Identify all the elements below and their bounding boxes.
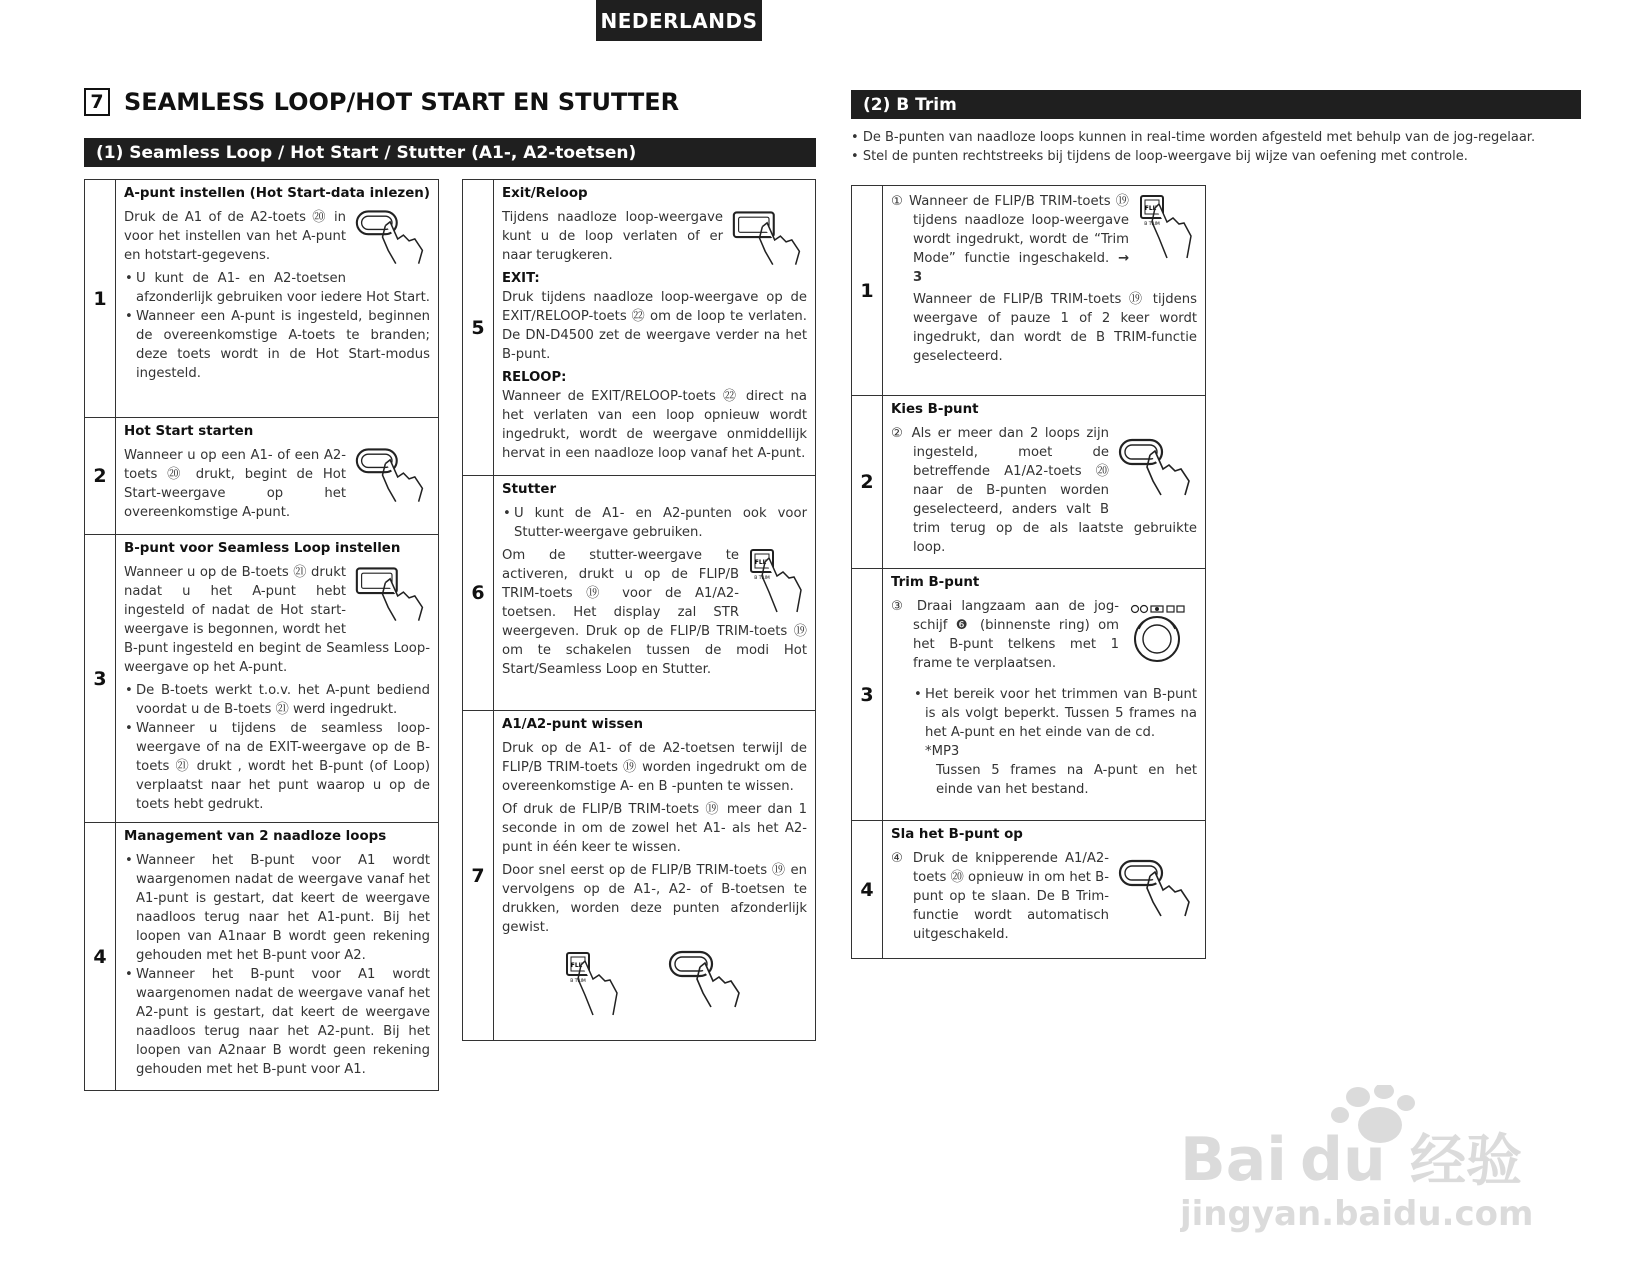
mp3-text: Tussen 5 frames na A-punt en het einde van het bestand. bbox=[936, 763, 1197, 797]
intro-bullet: • De B-punten van naadloze loops kunnen in real-time worden afgesteld met behulp van de jog-regelaar. bbox=[851, 130, 1536, 145]
step-number: 1 bbox=[852, 186, 883, 396]
step-bullet: • Wanneer het B-punt voor A1 wordt waargenomen nadat de weergave vanaf het A2-punt is gestart, dat keert de weergave naadloos terug naar het A2-punt. Bij het loopen van A2naar B wordt geen rekening gehouden met het B-punt voor A1. bbox=[124, 965, 430, 1079]
step-number: 2 bbox=[85, 418, 116, 535]
step-bullet: • Wanneer het B-punt voor A1 wordt waargenomen nadat de weergave vanaf het A1-punt is gestart, dat keert de weergave naadloos terug naar het A1-punt. Bij het loopen van A1naar B wordt geen rekening gehouden met het B-punt voor A2. bbox=[124, 851, 430, 965]
middle-steps-table bbox=[462, 179, 816, 1041]
jog-dial-icon bbox=[1127, 603, 1197, 663]
step-text: ① Wanneer de FLIP/B TRIM-toets ⑲ tijdens naadloze loop-weergave wordt ingedrukt, wordt de “Trim Mode” functie ingeschakeld. → 3 bbox=[891, 194, 1129, 285]
button-press-icon bbox=[1117, 857, 1197, 921]
button-press-icon bbox=[731, 208, 807, 270]
step-bullet: • Wanneer u tijdens de seamless loop-weergave of na de EXIT-weergave op de B-toets ㉑ drukt , wordt het B-punt (of Loop) verplaatst naar het punt waarop u op de toets hebt gedrukt. bbox=[124, 719, 430, 814]
exit-text: Druk tijdens naadloze loop-weergave op de EXIT/RELOOP-toets ㉒ om de loop te verlaten. De DN-D4500 zet de weergave verder na het B-punt. bbox=[502, 290, 807, 362]
step-title: B-punt voor Seamless Loop instellen bbox=[124, 541, 401, 556]
step-text: Tijdens naadloze loop-weergave kunt u de loop verlaten of er naar terugkeren. bbox=[502, 210, 723, 263]
step-number: 1 bbox=[85, 180, 116, 418]
step-number: 4 bbox=[85, 823, 116, 1091]
step-number: 3 bbox=[85, 535, 116, 823]
step-bullet: • Wanneer een A-punt is ingesteld, beginnen de overeenkomstige A-toets te branden; deze toets wordt in de Hot Start-modus ingesteld. bbox=[124, 307, 430, 383]
button-press-icon bbox=[667, 949, 747, 1011]
exit-label: EXIT: bbox=[502, 271, 540, 286]
step-title: Kies B-punt bbox=[891, 402, 979, 417]
flip-button-press-icon bbox=[1137, 192, 1197, 262]
flip-button-press-icon bbox=[563, 949, 623, 1019]
section-title-text: SEAMLESS LOOP/HOT START EN STUTTER bbox=[124, 88, 680, 116]
right-steps-table bbox=[851, 185, 1206, 959]
baidu-watermark bbox=[1180, 1085, 1560, 1235]
step-bullet: • De B-toets werkt t.o.v. het A-punt bediend voordat u de B-toets ㉑ werd ingedrukt. bbox=[124, 681, 430, 719]
step-number: 4 bbox=[852, 821, 883, 959]
section-title bbox=[84, 88, 679, 116]
reloop-text: Wanneer de EXIT/RELOOP-toets ㉒ direct na het verlaten van een loop opnieuw wordt ingedrukt, wordt de weergave onmiddellijk hervat in een naadloze loop vanaf het A-punt. bbox=[502, 389, 807, 461]
step-title: A1/A2-punt wissen bbox=[502, 717, 644, 732]
button-press-icon bbox=[354, 208, 430, 268]
step-text: Wanneer u op de B-toets ㉑ drukt nadat u het A-punt hebt ingesteld of nadat de Hot start-weergave is begonnen, wordt het B-punt ingesteld en begint de Seamless Loop-weergave op het A-punt. bbox=[124, 565, 430, 675]
step-bullet: • U kunt de A1- en A2-toetsen afzonderlijk gebruiken voor iedere Hot Start. bbox=[124, 269, 430, 307]
reloop-label: RELOOP: bbox=[502, 370, 567, 385]
arrow-ref: → 3 bbox=[913, 251, 1129, 285]
step-number: 5 bbox=[463, 180, 494, 476]
step-text: Wanneer de FLIP/B TRIM-toets ⑲ tijdens weergave of pauze 1 of 2 keer wordt ingedrukt, dan wordt de B TRIM-functie geselecteerd. bbox=[913, 292, 1197, 364]
watermark-brand: Bai bbox=[1180, 1125, 1287, 1195]
step-1-content bbox=[116, 180, 439, 418]
button-press-icon bbox=[354, 446, 430, 506]
watermark-cn: 经验 bbox=[1410, 1129, 1522, 1194]
step-title: Trim B-punt bbox=[891, 575, 980, 590]
step-title: Hot Start starten bbox=[124, 424, 254, 439]
step-bullet: • Het bereik voor het trimmen van B-punt is als volgt beperkt. Tussen 5 frames na het A-punt en het einde van de cd. bbox=[913, 685, 1197, 742]
step-2-content bbox=[116, 418, 439, 535]
button-press-icon bbox=[1117, 436, 1197, 500]
step-text: Wanneer u op een A1- of een A2-toets ⑳ drukt, begint de Hot Start-weergave op het overeenkomstige A-punt. bbox=[124, 448, 346, 520]
step-title: Sla het B-punt op bbox=[891, 827, 1023, 842]
b-trim-step-2-content bbox=[883, 396, 1206, 569]
b-trim-step-3-content bbox=[883, 569, 1206, 821]
watermark-brand-2: du bbox=[1300, 1125, 1386, 1195]
step-3-content bbox=[116, 535, 439, 823]
step-text: ③ Draai langzaam aan de jog-schijf ❻ (binnenste ring) om het B-punt telkens met 1 frame te verplaatsen. bbox=[891, 599, 1119, 671]
step-7-content bbox=[494, 711, 816, 1041]
step-title: Exit/Reloop bbox=[502, 186, 588, 201]
step-number: 7 bbox=[463, 711, 494, 1041]
button-press-icon bbox=[354, 563, 430, 627]
step-bullet: • U kunt de A1- en A2-punten ook voor Stutter-weergave gebruiken. bbox=[502, 504, 807, 542]
b-trim-step-4-content bbox=[883, 821, 1206, 959]
step-text: Druk de A1 of de A2-toets ⑳ in voor het instellen van het A-punt en hotstart-gegevens. bbox=[124, 210, 346, 263]
watermark-url: jingyan.baidu.com bbox=[1180, 1194, 1534, 1234]
step-text: Om de stutter-weergave te activeren, drukt u op de FLIP/B TRIM-toets ⑲ voor de A1/A2-toetsen. Het display zal STR weergeven. Druk op de FLIP/B TRIM-toets ⑲ om te schakelen tussen de modi Hot Start/Seamless Loop en Stutter. bbox=[502, 548, 807, 677]
left-steps-table bbox=[84, 179, 439, 1091]
mp3-label: *MP3 bbox=[925, 744, 960, 759]
language-tab: NEDERLANDS bbox=[596, 0, 762, 41]
step-text: Of druk de FLIP/B TRIM-toets ⑲ meer dan 1 seconde in om de zowel het A1- als het A2-punt in één keer te wissen. bbox=[502, 802, 807, 855]
b-trim-intro bbox=[851, 128, 1591, 166]
subsection-2-header: (2) B Trim bbox=[851, 90, 1581, 119]
step-text: ④ Druk de knipperende A1/A2-toets ⑳ opnieuw in om het B-punt op te slaan. De B Trim-functie wordt automatisch uitgeschakeld. bbox=[891, 851, 1109, 942]
b-trim-step-1-content bbox=[883, 186, 1206, 396]
step-number: 3 bbox=[852, 569, 883, 821]
intro-bullet: • Stel de punten rechtstreeks bij tijdens de loop-weergave bij wijze van oefening met controle. bbox=[851, 149, 1468, 164]
step-title: Management van 2 naadloze loops bbox=[124, 829, 387, 844]
subsection-1-header: (1) Seamless Loop / Hot Start / Stutter (A1-, A2-toetsen) bbox=[84, 138, 816, 167]
figures bbox=[502, 949, 807, 1019]
step-text: Door snel eerst op de FLIP/B TRIM-toets ⑲ en vervolgens op de A1-, A2- of B-toetsen te drukken, worden deze punten afzonderlijk gewist. bbox=[502, 863, 807, 935]
step-text: Druk op de A1- of de A2-toetsen terwijl de FLIP/B TRIM-toets ⑲ worden ingedrukt om de overeenkomstige A- en B -punten te wissen. bbox=[502, 741, 807, 794]
step-title: A-punt instellen (Hot Start-data inlezen) bbox=[124, 186, 430, 201]
step-number: 6 bbox=[463, 476, 494, 711]
step-text: ② Als er meer dan 2 loops zijn ingesteld, moet de betreffende A1/A2-toets ⑳ naar de B-punten worden geselecteerd, anders valt B trim terug op de als laatste gebruikte loop. bbox=[891, 426, 1197, 555]
step-6-content bbox=[494, 476, 816, 711]
step-5-content bbox=[494, 180, 816, 476]
step-4-content bbox=[116, 823, 439, 1091]
section-number: 7 bbox=[84, 88, 110, 116]
step-title: Stutter bbox=[502, 482, 557, 497]
flip-button-press-icon bbox=[747, 546, 807, 616]
step-number: 2 bbox=[852, 396, 883, 569]
